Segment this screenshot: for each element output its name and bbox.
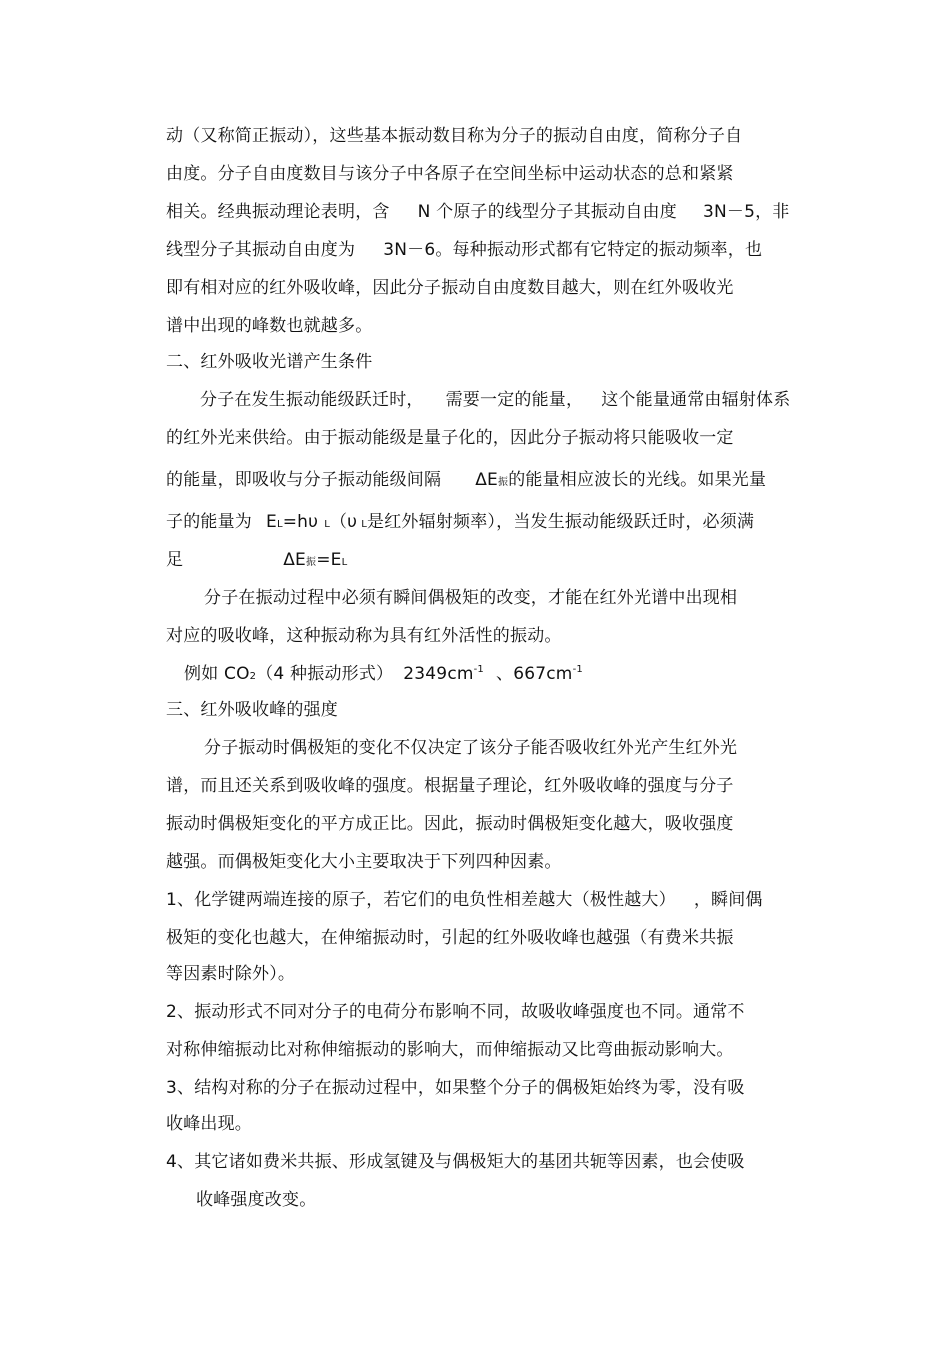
section-heading: 三、红外吸收峰的强度	[166, 700, 338, 720]
text-line: 收峰出现。	[166, 1114, 252, 1134]
text-line: 的红外光来供给。由于振动能级是量子化的，因此分子振动将只能吸收一定	[166, 428, 734, 448]
list-item: 4、其它诸如费米共振、形成氢键及与偶极矩大的基团共轭等因素，也会使吸	[166, 1152, 745, 1172]
section-heading: 二、红外吸收光谱产生条件	[166, 352, 373, 372]
text-line: 相关。经典振动理论表明，含 N 个原子的线型分子其振动自由度 3N－5，非	[166, 202, 790, 222]
text-line: 分子在振动过程中必须有瞬间偶极矩的改变，才能在红外光谱中出现相	[204, 588, 738, 608]
text-line: 谱，而且还关系到吸收峰的强度。根据量子理论，红外吸收峰的强度与分子	[166, 776, 734, 796]
text-line: 即有相对应的红外吸收峰，因此分子振动自由度数目越大，则在红外吸收光	[166, 278, 734, 298]
text-line: 足 ΔE振=EL	[166, 550, 348, 570]
text-line: 分子在发生振动能级跃迁时， 需要一定的能量， 这个能量通常由辐射体系	[200, 390, 791, 410]
list-item: 3、结构对称的分子在振动过程中，如果整个分子的偶极矩始终为零，没有吸	[166, 1078, 745, 1098]
text-line: 极矩的变化也越大，在伸缩振动时，引起的红外吸收峰也越强（有费米共振	[166, 928, 734, 948]
list-item: 1、化学键两端连接的原子，若它们的电负性相差越大（极性越大） ，瞬间偶	[166, 890, 763, 910]
text-line: 子的能量为 EL=hυ L（υ L是红外辐射频率），当发生振动能级跃迁时，必须满	[166, 512, 755, 532]
list-item: 2、振动形式不同对分子的电荷分布影响不同，故吸收峰强度也不同。通常不	[166, 1002, 745, 1022]
text-line: 等因素时除外）。	[166, 964, 296, 984]
text-line: 振动时偶极矩变化的平方成正比。因此，振动时偶极矩变化越大，吸收强度	[166, 814, 734, 834]
text-line: 对应的吸收峰，这种振动称为具有红外活性的振动。	[166, 626, 562, 646]
text-line: 线型分子其振动自由度为 3N－6。每种振动形式都有它特定的振动频率，也	[166, 240, 763, 260]
text-line: 动（又称简正振动），这些基本振动数目称为分子的振动自由度，简称分子自	[166, 126, 743, 146]
text-line: 谱中出现的峰数也就越多。	[166, 316, 373, 336]
text-line: 收峰强度改变。	[196, 1190, 317, 1210]
text-line: 分子振动时偶极矩的变化不仅决定了该分子能否吸收红外光产生红外光	[204, 738, 738, 758]
text-line: 由度。分子自由度数目与该分子中各原子在空间坐标中运动状态的总和紧紧	[166, 164, 734, 184]
text-line: 对称伸缩振动比对称伸缩振动的影响大，而伸缩振动又比弯曲振动影响大。	[166, 1040, 734, 1060]
text-line: 越强。而偶极矩变化大小主要取决于下列四种因素。	[166, 852, 562, 872]
text-line: 的能量，即吸收与分子振动能级间隔 ΔE振的能量相应波长的光线。如果光量	[166, 470, 767, 490]
text-line: 例如 CO2（4 种振动形式） $2349cm^{-1}$ 、$667cm^{-1}$	[184, 664, 583, 684]
